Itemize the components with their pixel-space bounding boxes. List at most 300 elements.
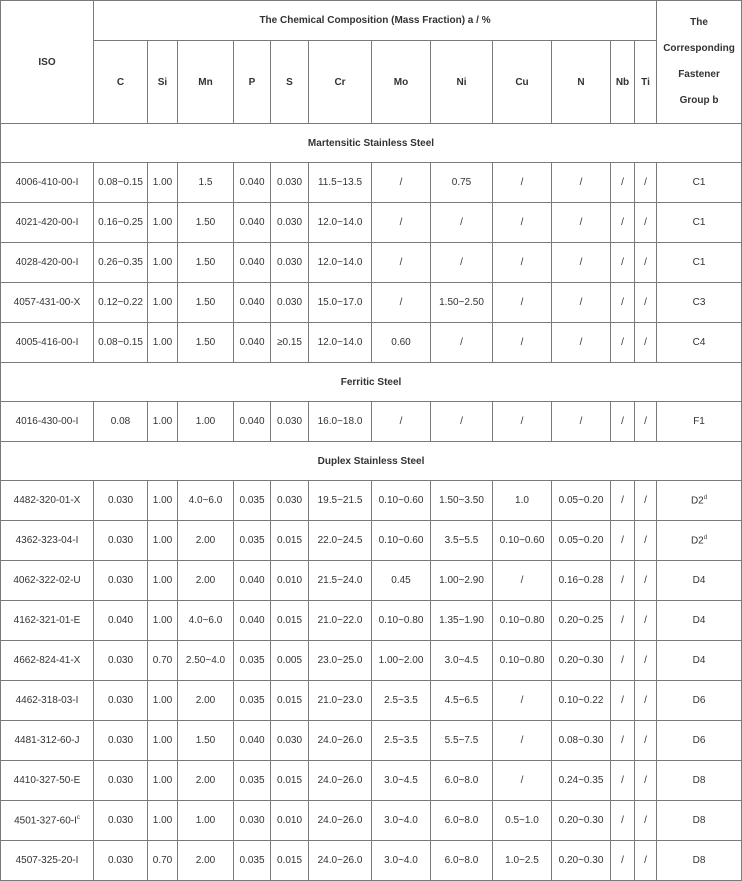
iso-cell — [1, 323, 94, 363]
cell-cu: 0.5~1.0 — [493, 801, 552, 841]
group-footnote-mark: d — [703, 534, 708, 541]
cell-c: 0.030 — [94, 761, 148, 801]
fastener-group-cell — [657, 801, 742, 841]
cell-mn: 1.50 — [178, 721, 234, 761]
table-row — [1, 561, 742, 601]
table-row — [1, 841, 742, 881]
cell-cr: 21.5~24.0 — [309, 561, 372, 601]
cell-n: 0.20~0.30 — [552, 641, 611, 681]
cell-si: 1.00 — [148, 481, 178, 521]
cell-ti: / — [635, 681, 657, 721]
cell-cr: 23.0~25.0 — [309, 641, 372, 681]
table-row — [1, 801, 742, 841]
group-header-line-1: The — [690, 17, 708, 28]
iso-value: 4481-312-60-J — [14, 735, 80, 746]
cell-n: / — [552, 402, 611, 442]
iso-cell — [1, 163, 94, 203]
cell-ni: 3.0~4.5 — [431, 641, 493, 681]
cell-ni: / — [431, 203, 493, 243]
cell-si: 1.00 — [148, 163, 178, 203]
cell-cr: 21.0~22.0 — [309, 601, 372, 641]
cell-cu: 0.10~0.80 — [493, 641, 552, 681]
iso-value: 4501-327-60-I — [14, 815, 77, 827]
fastener-group-value: D8 — [692, 855, 706, 866]
cell-cu: / — [493, 761, 552, 801]
cell-mo: 3.0~4.5 — [372, 761, 431, 801]
cell-c: 0.16~0.25 — [94, 203, 148, 243]
cell-ni: 0.75 — [431, 163, 493, 203]
cell-mo: 2.5~3.5 — [372, 721, 431, 761]
iso-value: 4410-327-50-E — [13, 775, 81, 786]
cell-p: 0.035 — [234, 481, 271, 521]
cell-mn: 1.50 — [178, 203, 234, 243]
fastener-group-cell — [657, 323, 742, 363]
cell-mo: 1.00~2.00 — [372, 641, 431, 681]
table-row — [1, 521, 742, 561]
cell-p: 0.040 — [234, 203, 271, 243]
cell-s: 0.030 — [271, 283, 309, 323]
fastener-group-cell — [657, 203, 742, 243]
cell-cr: 11.5~13.5 — [309, 163, 372, 203]
cell-mo: 2.5~3.5 — [372, 681, 431, 721]
cell-mo: 0.10~0.60 — [372, 481, 431, 521]
cell-mo: 0.10~0.60 — [372, 521, 431, 561]
fastener-group-value: C1 — [692, 217, 706, 228]
cell-n: / — [552, 323, 611, 363]
cell-ti: / — [635, 283, 657, 323]
table-row — [1, 243, 742, 283]
cell-mo: / — [372, 283, 431, 323]
cell-p: 0.040 — [234, 402, 271, 442]
iso-value: 4016-430-00-I — [15, 416, 79, 427]
cell-mn: 2.00 — [178, 561, 234, 601]
cell-mn: 1.00 — [178, 801, 234, 841]
cell-cu: / — [493, 402, 552, 442]
iso-cell — [1, 283, 94, 323]
cell-s: 0.030 — [271, 203, 309, 243]
cell-n: 0.24~0.35 — [552, 761, 611, 801]
cell-nb: / — [611, 323, 635, 363]
cell-ni: 1.50~3.50 — [431, 481, 493, 521]
cell-mn: 1.50 — [178, 243, 234, 283]
cell-mn: 1.00 — [178, 402, 234, 442]
fastener-group-value: C3 — [692, 297, 706, 308]
cell-s: 0.030 — [271, 721, 309, 761]
cell-ni: 5.5~7.5 — [431, 721, 493, 761]
fastener-group-value: D8 — [692, 775, 706, 786]
fastener-group-cell — [657, 521, 742, 561]
cell-p: 0.035 — [234, 681, 271, 721]
cell-nb: / — [611, 521, 635, 561]
cell-si: 1.00 — [148, 721, 178, 761]
iso-value: 4662-824-41-X — [13, 655, 81, 666]
cell-cr: 24.0~26.0 — [309, 761, 372, 801]
fastener-group-cell — [657, 721, 742, 761]
cell-mn: 2.50~4.0 — [178, 641, 234, 681]
cell-cu: / — [493, 243, 552, 283]
cell-s: 0.030 — [271, 481, 309, 521]
cell-cr: 24.0~26.0 — [309, 841, 372, 881]
cell-ni: 4.5~6.5 — [431, 681, 493, 721]
cell-ni: 1.50~2.50 — [431, 283, 493, 323]
iso-cell — [1, 761, 94, 801]
fastener-group-cell — [657, 641, 742, 681]
fastener-group-value: C4 — [692, 337, 706, 348]
cell-c: 0.030 — [94, 801, 148, 841]
cell-mo: 0.10~0.80 — [372, 601, 431, 641]
cell-c: 0.030 — [94, 721, 148, 761]
table-row — [1, 761, 742, 801]
cell-mn: 1.50 — [178, 283, 234, 323]
cell-cr: 16.0~18.0 — [309, 402, 372, 442]
iso-cell — [1, 402, 94, 442]
cell-ni: 6.0~8.0 — [431, 841, 493, 881]
iso-value: 4507-325-20-I — [15, 855, 79, 866]
cell-ti: / — [635, 721, 657, 761]
cell-n: 0.16~0.28 — [552, 561, 611, 601]
cell-ni: 1.35~1.90 — [431, 601, 493, 641]
cell-ni: 3.5~5.5 — [431, 521, 493, 561]
cell-nb: / — [611, 243, 635, 283]
cell-mo: / — [372, 203, 431, 243]
cell-ti: / — [635, 601, 657, 641]
cell-nb: / — [611, 601, 635, 641]
table-row — [1, 481, 742, 521]
cell-cr: 12.0~14.0 — [309, 203, 372, 243]
cell-mn: 2.00 — [178, 521, 234, 561]
cell-cu: / — [493, 203, 552, 243]
cell-mn: 4.0~6.0 — [178, 601, 234, 641]
group-header-line-2: Corresponding — [663, 43, 735, 54]
cell-mn: 2.00 — [178, 761, 234, 801]
cell-ti: / — [635, 243, 657, 283]
cell-n: 0.20~0.30 — [552, 801, 611, 841]
cell-si: 1.00 — [148, 283, 178, 323]
cell-cr: 21.0~23.0 — [309, 681, 372, 721]
cell-cu: / — [493, 681, 552, 721]
element-header-nb: Nb — [611, 41, 635, 124]
iso-value: 4162-321-01-E — [13, 615, 81, 626]
cell-p: 0.040 — [234, 601, 271, 641]
table-row — [1, 641, 742, 681]
cell-si: 1.00 — [148, 801, 178, 841]
iso-value: 4006-410-00-I — [15, 177, 79, 188]
cell-p: 0.035 — [234, 841, 271, 881]
cell-c: 0.08~0.15 — [94, 323, 148, 363]
element-header-cu: Cu — [493, 41, 552, 124]
section-row — [1, 363, 742, 402]
cell-n: / — [552, 283, 611, 323]
table-row — [1, 163, 742, 203]
cell-p: 0.035 — [234, 521, 271, 561]
cell-cu: / — [493, 283, 552, 323]
cell-ni: / — [431, 323, 493, 363]
element-header-p: P — [234, 41, 271, 124]
cell-mn: 2.00 — [178, 681, 234, 721]
element-header-mo: Mo — [372, 41, 431, 124]
cell-ti: / — [635, 402, 657, 442]
cell-s: 0.030 — [271, 163, 309, 203]
cell-ni: / — [431, 402, 493, 442]
table-row — [1, 721, 742, 761]
cell-p: 0.040 — [234, 283, 271, 323]
cell-s: 0.010 — [271, 561, 309, 601]
cell-mn: 1.5 — [178, 163, 234, 203]
cell-cu: / — [493, 721, 552, 761]
cell-n: / — [552, 203, 611, 243]
cell-mo: 0.60 — [372, 323, 431, 363]
cell-c: 0.030 — [94, 481, 148, 521]
cell-p: 0.040 — [234, 323, 271, 363]
cell-ti: / — [635, 761, 657, 801]
table-row — [1, 601, 742, 641]
cell-nb: / — [611, 801, 635, 841]
iso-value: 4462-318-03-I — [15, 695, 79, 706]
fastener-group-cell — [657, 601, 742, 641]
cell-p: 0.040 — [234, 721, 271, 761]
cell-c: 0.040 — [94, 601, 148, 641]
section-title: Duplex Stainless Steel — [1, 442, 742, 481]
cell-c: 0.030 — [94, 641, 148, 681]
cell-s: 0.030 — [271, 243, 309, 283]
cell-si: 1.00 — [148, 561, 178, 601]
cell-ni: / — [431, 243, 493, 283]
cell-nb: / — [611, 841, 635, 881]
cell-nb: / — [611, 203, 635, 243]
cell-p: 0.040 — [234, 163, 271, 203]
iso-value: 4062-322-02-U — [13, 575, 81, 586]
group-footnote-mark: d — [703, 494, 708, 501]
cell-s: 0.030 — [271, 402, 309, 442]
section-title: Ferritic Steel — [1, 363, 742, 402]
cell-si: 1.00 — [148, 521, 178, 561]
cell-nb: / — [611, 283, 635, 323]
iso-cell — [1, 521, 94, 561]
cell-si: 1.00 — [148, 761, 178, 801]
fastener-group-value: D8 — [692, 815, 706, 826]
iso-cell — [1, 203, 94, 243]
cell-si: 1.00 — [148, 601, 178, 641]
cell-n: 0.05~0.20 — [552, 481, 611, 521]
cell-p: 0.035 — [234, 761, 271, 801]
cell-cu: 0.10~0.80 — [493, 601, 552, 641]
cell-p: 0.040 — [234, 243, 271, 283]
cell-n: / — [552, 243, 611, 283]
cell-mn: 1.50 — [178, 323, 234, 363]
cell-si: 1.00 — [148, 402, 178, 442]
cell-mn: 4.0~6.0 — [178, 481, 234, 521]
group-header-line-4: Group b — [679, 95, 719, 106]
iso-cell — [1, 841, 94, 881]
iso-cell — [1, 801, 94, 841]
iso-cell — [1, 721, 94, 761]
cell-cr: 12.0~14.0 — [309, 243, 372, 283]
iso-value: 4482-320-01-X — [13, 495, 81, 506]
cell-p: 0.040 — [234, 561, 271, 601]
cell-cr: 19.5~21.5 — [309, 481, 372, 521]
cell-c: 0.08~0.15 — [94, 163, 148, 203]
fastener-group-value: D6 — [692, 695, 706, 706]
element-header-ni: Ni — [431, 41, 493, 124]
cell-s: 0.015 — [271, 841, 309, 881]
cell-ti: / — [635, 641, 657, 681]
cell-cu: 1.0~2.5 — [493, 841, 552, 881]
cell-s: 0.005 — [271, 641, 309, 681]
fastener-group-cell — [657, 561, 742, 601]
fastener-group-value: C1 — [692, 257, 706, 268]
group-header-line-3: Fastener — [678, 69, 720, 80]
cell-n: 0.10~0.22 — [552, 681, 611, 721]
fastener-group-cell — [657, 841, 742, 881]
cell-cu: 1.0 — [493, 481, 552, 521]
cell-si: 0.70 — [148, 641, 178, 681]
fastener-group-cell — [657, 481, 742, 521]
cell-cr: 24.0~26.0 — [309, 801, 372, 841]
table-row — [1, 402, 742, 442]
section-row — [1, 442, 742, 481]
iso-cell — [1, 243, 94, 283]
cell-ti: / — [635, 561, 657, 601]
iso-cell — [1, 481, 94, 521]
fastener-group-value: C1 — [692, 177, 706, 188]
iso-cell — [1, 561, 94, 601]
cell-cu: / — [493, 163, 552, 203]
fastener-group-value: D4 — [692, 575, 706, 586]
fastener-group-value: D4 — [692, 615, 706, 626]
cell-n: / — [552, 163, 611, 203]
fastener-group-value: D2 — [690, 535, 704, 547]
cell-c: 0.030 — [94, 841, 148, 881]
iso-value: 4028-420-00-I — [15, 257, 79, 268]
cell-p: 0.030 — [234, 801, 271, 841]
cell-cr: 15.0~17.0 — [309, 283, 372, 323]
cell-s: 0.015 — [271, 521, 309, 561]
cell-si: 1.00 — [148, 323, 178, 363]
fastener-group-value: D2 — [690, 495, 704, 507]
cell-mo: / — [372, 163, 431, 203]
cell-si: 0.70 — [148, 841, 178, 881]
table-header — [1, 1, 742, 124]
fastener-group-cell — [657, 163, 742, 203]
cell-cr: 12.0~14.0 — [309, 323, 372, 363]
fastener-group-cell — [657, 243, 742, 283]
cell-si: 1.00 — [148, 681, 178, 721]
cell-cu: / — [493, 323, 552, 363]
element-header-cr: Cr — [309, 41, 372, 124]
cell-mo: 3.0~4.0 — [372, 801, 431, 841]
fastener-group-value: D6 — [692, 735, 706, 746]
cell-p: 0.035 — [234, 641, 271, 681]
cell-c: 0.12~0.22 — [94, 283, 148, 323]
fastener-group-cell — [657, 402, 742, 442]
cell-ti: / — [635, 801, 657, 841]
cell-nb: / — [611, 681, 635, 721]
cell-si: 1.00 — [148, 243, 178, 283]
cell-cu: / — [493, 561, 552, 601]
cell-ni: 6.0~8.0 — [431, 761, 493, 801]
iso-value: 4362-323-04-I — [15, 535, 79, 546]
element-header-s: S — [271, 41, 309, 124]
iso-value: 4021-420-00-I — [15, 217, 79, 228]
cell-s: 0.015 — [271, 601, 309, 641]
fastener-group-cell — [657, 761, 742, 801]
cell-si: 1.00 — [148, 203, 178, 243]
cell-nb: / — [611, 481, 635, 521]
cell-nb: / — [611, 163, 635, 203]
fastener-group-cell — [657, 681, 742, 721]
cell-s: 0.015 — [271, 681, 309, 721]
cell-n: 0.20~0.25 — [552, 601, 611, 641]
table-row — [1, 203, 742, 243]
cell-ni: 1.00~2.90 — [431, 561, 493, 601]
cell-s: ≥0.15 — [271, 323, 309, 363]
table-row — [1, 283, 742, 323]
fastener-group-header — [657, 1, 742, 124]
element-header-mn: Mn — [178, 41, 234, 124]
fastener-group-cell — [657, 283, 742, 323]
cell-c: 0.08 — [94, 402, 148, 442]
cell-s: 0.015 — [271, 761, 309, 801]
cell-c: 0.030 — [94, 681, 148, 721]
cell-cu: 0.10~0.60 — [493, 521, 552, 561]
cell-ti: / — [635, 521, 657, 561]
cell-ni: 6.0~8.0 — [431, 801, 493, 841]
cell-mo: 3.0~4.0 — [372, 841, 431, 881]
cell-mo: 0.45 — [372, 561, 431, 601]
table-row — [1, 323, 742, 363]
cell-nb: / — [611, 402, 635, 442]
cell-n: 0.20~0.30 — [552, 841, 611, 881]
fastener-group-value: F1 — [693, 416, 705, 427]
iso-value: 4057-431-00-X — [13, 297, 81, 308]
cell-ti: / — [635, 323, 657, 363]
cell-cr: 22.0~24.5 — [309, 521, 372, 561]
table-body — [1, 124, 742, 881]
iso-header: ISO — [1, 1, 94, 124]
cell-nb: / — [611, 761, 635, 801]
cell-nb: / — [611, 641, 635, 681]
iso-cell — [1, 681, 94, 721]
element-header-si: Si — [148, 41, 178, 124]
section-row — [1, 124, 742, 163]
element-header-row — [1, 41, 742, 124]
cell-nb: / — [611, 561, 635, 601]
section-title: Martensitic Stainless Steel — [1, 124, 742, 163]
cell-s: 0.010 — [271, 801, 309, 841]
cell-n: 0.08~0.30 — [552, 721, 611, 761]
cell-ti: / — [635, 203, 657, 243]
iso-value: 4005-416-00-I — [15, 337, 79, 348]
cell-mo: / — [372, 402, 431, 442]
fastener-group-value: D4 — [692, 655, 706, 666]
iso-cell — [1, 601, 94, 641]
cell-mo: / — [372, 243, 431, 283]
table-row — [1, 681, 742, 721]
iso-cell — [1, 641, 94, 681]
element-header-n: N — [552, 41, 611, 124]
cell-cr: 24.0~26.0 — [309, 721, 372, 761]
cell-ti: / — [635, 481, 657, 521]
cell-c: 0.26~0.35 — [94, 243, 148, 283]
element-header-c: C — [94, 41, 148, 124]
cell-c: 0.030 — [94, 561, 148, 601]
cell-nb: / — [611, 721, 635, 761]
element-header-ti: Ti — [635, 41, 657, 124]
iso-footnote-mark: c — [76, 814, 80, 821]
cell-c: 0.030 — [94, 521, 148, 561]
composition-title: The Chemical Composition (Mass Fraction) a / % — [94, 1, 657, 41]
cell-ti: / — [635, 163, 657, 203]
